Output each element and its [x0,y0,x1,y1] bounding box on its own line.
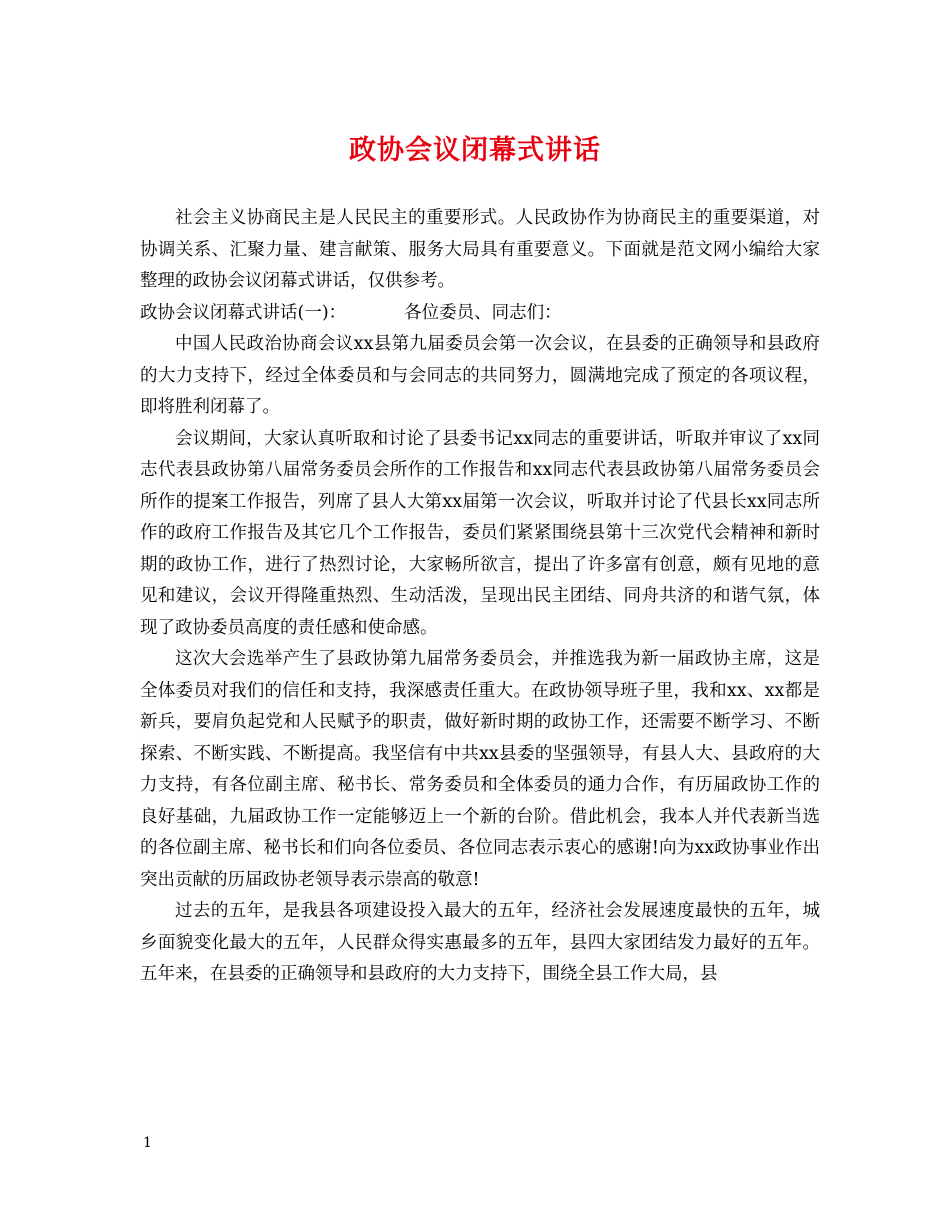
body-paragraph: 中国人民政治协商会议xx县第九届委员会第一次会议，在县委的正确领导和县政府的大力支持下，经过全体委员和与会同志的共同努力，圆满地完成了预定的各项议程，即将胜利闭幕了。 [140,334,820,417]
body-paragraph: 过去的五年，是我县各项建设投入最大的五年，经济社会发展速度最快的五年，城乡面貌变化最大的五年，人民群众得实惠最多的五年，县四大家团结发力最好的五年。五年来，在县委的正确领导和县政府的大力支持下，围绕全县工作大局，县 [140,901,820,984]
page-number: 1 [143,1135,152,1151]
body-paragraph: 这次大会选举产生了县政协第九届常务委员会，并推选我为新一届政协主席，这是全体委员对我们的信任和支持，我深感责任重大。在政协领导班子里，我和xx、xx都是新兵，要肩负起党和人民赋予的职责，做好新时期的政协工作，还需要不断学习、不断探索、不断实践、不断提高。我坚信有中共xx县委的坚强领导，有县人大、县政府的大力支持，有各位副主席、秘书长、常务委员和全体委员的通力合作，有历届政协工作的良好基础，九届政协工作一定能够迈上一个新的台阶。借此机会，我本人并代表新当选的各位副主席、秘书长和们向各位委员、各位同志表示衷心的感谢!向为xx政协事业作出突出贡献的历届政协老领导表示崇高的敬意! [140,649,820,890]
body-paragraph: 会议期间，大家认真听取和讨论了县委书记xx同志的重要讲话，听取并审议了xx同志代表县政协第八届常务委员会所作的工作报告和xx同志代表县政协第八届常务委员会所作的提案工作报告，列席了县人大第xx届第一次会议，听取并讨论了代县长xx同志所作的政府工作报告及其它几个工作报告，委员们紧紧围绕县第十三次党代会精神和新时期的政协工作，进行了热烈讨论，大家畅所欲言，提出了许多富有创意，颇有见地的意见和建议，会议开得隆重热烈、生动活泼，呈现出民主团结、同舟共济的和谐气氛，体现了政协委员高度的责任感和使命感。 [140,428,820,638]
speech-heading: 政协会议闭幕式讲话(一)： [140,302,347,323]
speech-heading-line [140,298,820,330]
document-body [140,203,820,991]
intro-paragraph: 社会主义协商民主是人民民主的重要形式。人民政协作为协商民主的重要渠道，对协调关系、汇聚力量、建言献策、服务大局具有重要意义。下面就是范文网小编给大家整理的政协会议闭幕式讲话，仅供参考。 [140,208,820,291]
document-title: 政协会议闭幕式讲话 [349,135,601,166]
salutation: 各位委员、同志们： [404,302,562,323]
